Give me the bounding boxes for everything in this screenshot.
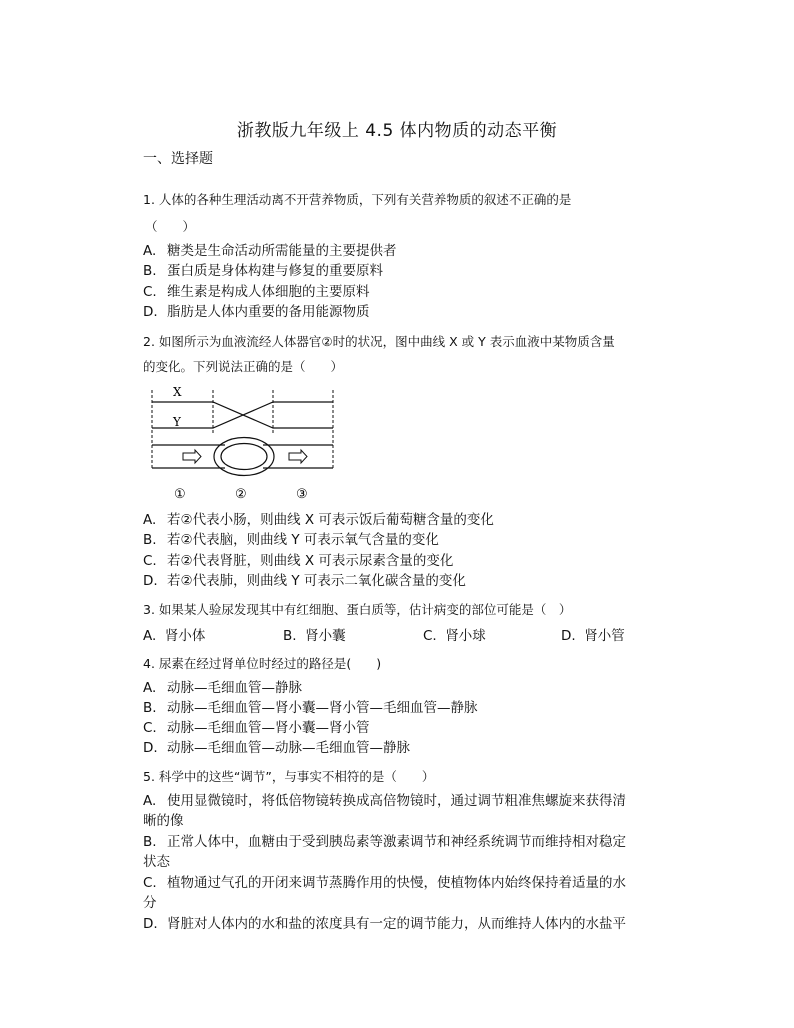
option-label: A. (143, 793, 157, 809)
option-label: A. (143, 628, 157, 644)
option-text: 动脉—毛细血管—肾小囊—肾小管—毛细血管—静脉 (167, 700, 478, 716)
option-text: 肾小球 (445, 628, 486, 644)
flow-arrow-left (183, 450, 201, 463)
q2-option-c (143, 551, 453, 571)
option-text: 蛋白质是身体构建与修复的重要原料 (167, 263, 383, 279)
option-label: A. (143, 243, 157, 259)
q4-option-c (143, 718, 370, 738)
q3-stem: 3. 如果某人验尿发现其中有红细胞、蛋白质等，估计病变的部位可能是（ ） (143, 602, 572, 617)
option-text: 脂肪是人体内重要的备用能源物质 (167, 304, 370, 320)
q2-option-d (143, 571, 466, 591)
option-label: B. (283, 628, 297, 644)
option-text: 动脉—毛细血管—静脉 (167, 680, 302, 696)
curve-x-label: X (173, 385, 182, 399)
q4-stem: 4. 尿素在经过肾单位时经过的路径是( ) (143, 656, 382, 671)
document-title: 浙教版九年级上 4.5 体内物质的动态平衡 (236, 121, 558, 141)
q1-option-c (143, 282, 370, 302)
option-label: C. (143, 720, 157, 736)
option-text: 动脉—毛细血管—肾小囊—肾小管 (167, 720, 370, 736)
option-label: D. (143, 573, 158, 589)
option-text: 维生素是构成人体细胞的主要原料 (167, 284, 370, 300)
q5-option-a (143, 791, 626, 811)
option-text: 肾小体 (164, 628, 206, 644)
q5-option-c (143, 873, 626, 893)
q5-option-b-cont: 状态 (143, 854, 170, 870)
q5-option-d (143, 914, 626, 934)
q3-option-d (561, 624, 625, 644)
option-label: B. (143, 834, 157, 850)
flow-arrow-right (289, 450, 307, 463)
q4-option-b (143, 698, 478, 718)
q2-option-a (143, 510, 494, 530)
option-label: B. (143, 700, 157, 716)
organ-loop-inner (221, 444, 267, 470)
q4-option-a (143, 678, 302, 698)
option-label: B. (143, 263, 157, 279)
option-text-line1: 植物通过气孔的开闭来调节蒸腾作用的快慢，使植物体内始终保持着适量的水 (167, 875, 626, 891)
option-label: C. (143, 284, 157, 300)
q3-option-c (423, 624, 486, 644)
option-text: 动脉—毛细血管—动脉—毛细血管—静脉 (167, 740, 410, 756)
q1-option-a (143, 241, 397, 261)
q2-option-b (143, 530, 439, 550)
region-label-1: ① (174, 487, 186, 502)
q1-stem: 1. 人体的各种生理活动离不开营养物质，下列有关营养物质的叙述不正确的是 (143, 192, 572, 207)
option-text-line1: 使用显微镜时，将低倍物镜转换成高倍物镜时，通过调节粗准焦螺旋来获得清 (167, 793, 626, 809)
option-text: 若②代表肺，则曲线 Y 可表示二氧化碳含量的变化 (167, 573, 466, 589)
q1-option-b (143, 261, 383, 281)
option-text: 肾小管 (584, 628, 625, 644)
option-text-line1: 正常人体中，血糖由于受到胰岛素等激素调节和神经系统调节而维持相对稳定 (167, 834, 626, 850)
option-text: 若②代表肾脏，则曲线 X 可表示尿素含量的变化 (167, 553, 454, 569)
option-text: 糖类是生命活动所需能量的主要提供者 (167, 243, 397, 259)
option-label: B. (143, 532, 157, 548)
q1-answer-paren: （ ） (145, 219, 196, 234)
blood-flow-diagram (143, 380, 343, 505)
option-label: A. (143, 512, 157, 528)
option-text: 肾小囊 (305, 628, 346, 644)
option-label: C. (423, 628, 437, 644)
q2-stem-line2: 的变化。下列说法正确的是（ ） (143, 359, 344, 374)
option-text-line1: 肾脏对人体内的水和盐的浓度具有一定的调节能力，从而维持人体内的水盐平 (167, 916, 626, 932)
option-label: D. (143, 304, 158, 320)
q5-option-a-cont: 晰的像 (143, 813, 184, 829)
option-text: 若②代表脑，则曲线 Y 可表示氧气含量的变化 (167, 532, 439, 548)
section-heading: 一、选择题 (143, 151, 213, 167)
option-label: C. (143, 875, 157, 891)
option-text: 若②代表小肠，则曲线 X 可表示饭后葡萄糖含量的变化 (167, 512, 494, 528)
q2-stem-line1: 2. 如图所示为血液流经人体器官②时的状况，图中曲线 X 或 Y 表示血液中某物质含量 (143, 334, 615, 349)
option-label: D. (561, 628, 576, 644)
option-label: A. (143, 680, 157, 696)
region-label-2: ② (235, 487, 247, 502)
option-label: C. (143, 553, 157, 569)
region-label-3: ③ (296, 487, 308, 502)
q5-stem: 5. 科学中的这些“调节”，与事实不相符的是（ ） (143, 769, 435, 784)
q1-option-d (143, 302, 370, 322)
q3-option-a (143, 624, 205, 644)
q5-option-b (143, 832, 626, 852)
q3-option-b (283, 624, 346, 644)
option-label: D. (143, 916, 158, 932)
curve-y-label: Y (173, 415, 181, 429)
q4-option-d (143, 738, 410, 758)
q5-option-c-cont: 分 (143, 895, 157, 911)
option-label: D. (143, 740, 158, 756)
